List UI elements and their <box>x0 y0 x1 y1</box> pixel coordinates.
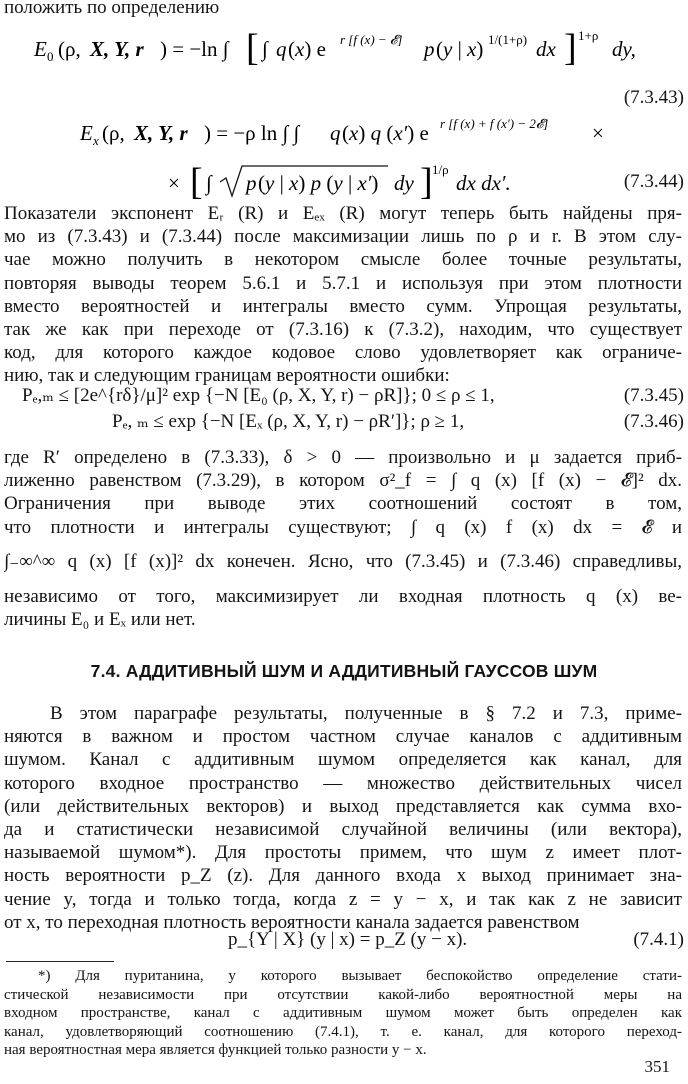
text-line: вместо вероятностей и интегралы вместо сумм. Упрощая результаты, <box>4 295 682 317</box>
svg-text:1/(1+ρ): 1/(1+ρ) <box>488 32 528 47</box>
svg-text:dx dx′.: dx dx′. <box>456 171 511 195</box>
text-line: называемой шумом*). Для простоты примем, что шум z имеет плот- <box>4 842 682 864</box>
text-line: мо из (7.3.43) и (7.3.44) после максимизации лишь по ρ и r. В этом слу- <box>4 226 682 248</box>
svg-text:[: [ <box>246 30 259 69</box>
footnote-line: канал, удовлетворяющий соотношению (7.4.1), т. е. канал, для которого переход- <box>4 1023 682 1040</box>
text-line: Ограничения при выводе этих соотношений состоят в том, <box>4 493 682 515</box>
svg-text:) = −ln ∫: ) = −ln ∫ <box>160 37 229 61</box>
svg-text:dy,: dy, <box>612 37 636 61</box>
footnote-rule <box>6 961 114 962</box>
text-line: ∫₋∞^∞ q (x) [f (x)]² dx конечен. Ясно, что (7.3.45) и (7.3.46) справедливы, <box>4 550 682 572</box>
svg-text:r [f (x) − 𝓔]: r [f (x) − 𝓔] <box>340 32 403 47</box>
text-line: В этом параграфе результаты, полученные в § 7.2 и 7.3, приме- <box>50 703 682 724</box>
text-line: (или действительных векторов) и выход представляется как сумма вхо- <box>4 795 682 817</box>
svg-text:E: E <box>34 37 47 61</box>
svg-text:p: p <box>424 37 435 61</box>
text-line: независимо от того, максимизирует ли входная плотность q (x) ве- <box>4 585 682 607</box>
svg-text:]: ] <box>420 161 433 202</box>
text-line: ность вероятности p_Z (z). Для данного входа x выход принимает зна- <box>4 865 682 887</box>
text-line: что плотности и интегралы существуют; ∫ q (x) f (x) dx = 𝓔 и <box>4 516 682 538</box>
text-line: где R′ определено в (7.3.33), δ > 0 — произвольно и μ задается приб- <box>4 447 682 468</box>
text-line: от x, то переходная плотность вероятности канала задается равенством <box>4 911 580 933</box>
paragraph-conditions <box>4 446 682 631</box>
svg-text:∫: ∫ <box>206 171 212 195</box>
equation-number: (7.3.45) <box>623 385 684 406</box>
text-line: нию, так и следующим границам вероятности ошибки: <box>4 365 450 387</box>
text-line: которого входное пространство — множество действительных чисел <box>4 772 682 794</box>
svg-text:(ρ,: (ρ, <box>58 37 81 61</box>
equation-number: (7.3.43) <box>623 87 684 108</box>
intro-line: положить по определению <box>4 0 220 18</box>
svg-text:) = −ρ ln ∫ ∫: ) = −ρ ln ∫ ∫ <box>204 121 300 145</box>
svg-text:X, Y, r: X, Y, r <box>134 121 188 145</box>
equation-number: (7.3.44) <box>623 171 684 192</box>
equation-number: (7.4.1) <box>633 929 684 950</box>
text-line: личины E₀ и Eₓ или нет. <box>4 608 196 630</box>
svg-text:(x) e: (x) e <box>288 37 326 61</box>
svg-text:q: q <box>330 121 341 145</box>
footnote-line: входном пространстве, канал с аддитивным шумом может быть определен как <box>4 1005 682 1022</box>
svg-text:1+ρ: 1+ρ <box>578 30 599 43</box>
svg-text:dx: dx <box>536 37 556 61</box>
footnote-line: стической независимости при отсутствии какой-либо вероятностной меры на <box>4 986 682 1003</box>
svg-text:r [f (x) + f (x′) − 2𝓔]: r [f (x) + f (x′) − 2𝓔] <box>440 116 549 131</box>
footnote-line: *) Для пуританина, у которого вызывает беспокойство определение стати- <box>38 968 682 984</box>
svg-text:E: E <box>80 121 93 145</box>
text-line: Показатели экспонент Eᵣ (R) и Eₑₓ (R) могут теперь быть найдены пря- <box>4 203 682 224</box>
svg-text:(ρ,: (ρ, <box>102 121 125 145</box>
page-number: 351 <box>644 1057 670 1076</box>
footnote-line: ная вероятностная мера является функцией только разности y − x. <box>4 1042 427 1059</box>
svg-text:x: x <box>93 133 99 148</box>
equation-7-3-43-render <box>0 30 688 90</box>
section-heading: 7.4. АДДИТИВНЫЙ ШУМ И АДДИТИВНЫЙ ГАУССОВ ШУМ <box>90 661 598 681</box>
text-line: чае можно получить в некотором смысле более точные результаты, <box>4 249 682 271</box>
paragraph-exponents <box>4 202 682 388</box>
svg-text:×: × <box>592 121 604 145</box>
svg-text:dy: dy <box>394 171 414 195</box>
svg-text:0: 0 <box>47 49 54 64</box>
text-line: няются в важном и простом частном случае каналов с аддитивным <box>4 726 682 748</box>
svg-text:(y | x): (y | x) <box>436 37 484 61</box>
svg-text:q: q <box>276 37 287 61</box>
svg-text:p: p <box>246 171 257 195</box>
equation-text: p_{Y | X} (y | x) = p_Z (y − x). <box>228 929 468 950</box>
svg-text:(y | x) p (y | x′): (y | x) p (y | x′) <box>258 171 379 195</box>
svg-text:×: × <box>168 171 180 195</box>
text-line: лиженно равенством (7.3.29), в котором σ²_f = ∫ q (x) [f (x) − 𝓔]² dx. <box>4 470 682 492</box>
equation-number: (7.3.46) <box>623 411 684 432</box>
text-line: да и статистически независимой случайной величины (или вектора), <box>4 818 682 840</box>
text-line: так же как при переходе от (7.3.16) к (7.3.2), находим, что существует <box>4 318 682 340</box>
svg-text:∫: ∫ <box>262 37 268 61</box>
equation-7-3-44-render <box>0 112 688 202</box>
text-line: код, для которого каждое кодовое слово удовлетворяет как ограниче- <box>4 342 682 364</box>
svg-text:(x) q (x′) e: (x) q (x′) e <box>342 121 429 145</box>
svg-text:1/ρ: 1/ρ <box>432 162 449 177</box>
text-line: чение y, тогда и только тогда, когда z = y − x, и так как z не зависит <box>4 888 682 910</box>
svg-text:]: ] <box>564 30 577 69</box>
bound-text: Pₑ,ₘ ≤ [2e^{rδ}/μ]² exp {−N [E₀ (ρ, X, Y, r) − ρR]}; 0 ≤ ρ ≤ 1, <box>22 385 495 406</box>
text-line: повторяя выводы теорем 5.6.1 и 5.7.1 и используя при этом плотности <box>4 272 682 294</box>
bound-text: Pₑ, ₘ ≤ exp {−N [Eₓ (ρ, X, Y, r) − ρR′]}; ρ ≥ 1, <box>112 411 465 432</box>
footnote <box>4 967 682 1060</box>
svg-text:[: [ <box>190 161 203 202</box>
text-line: шумом. Канал с аддитивным шумом определяется как канал, для <box>4 749 682 771</box>
svg-text:X, Y, r: X, Y, r <box>90 37 144 61</box>
paragraph-additive-noise <box>4 702 682 934</box>
